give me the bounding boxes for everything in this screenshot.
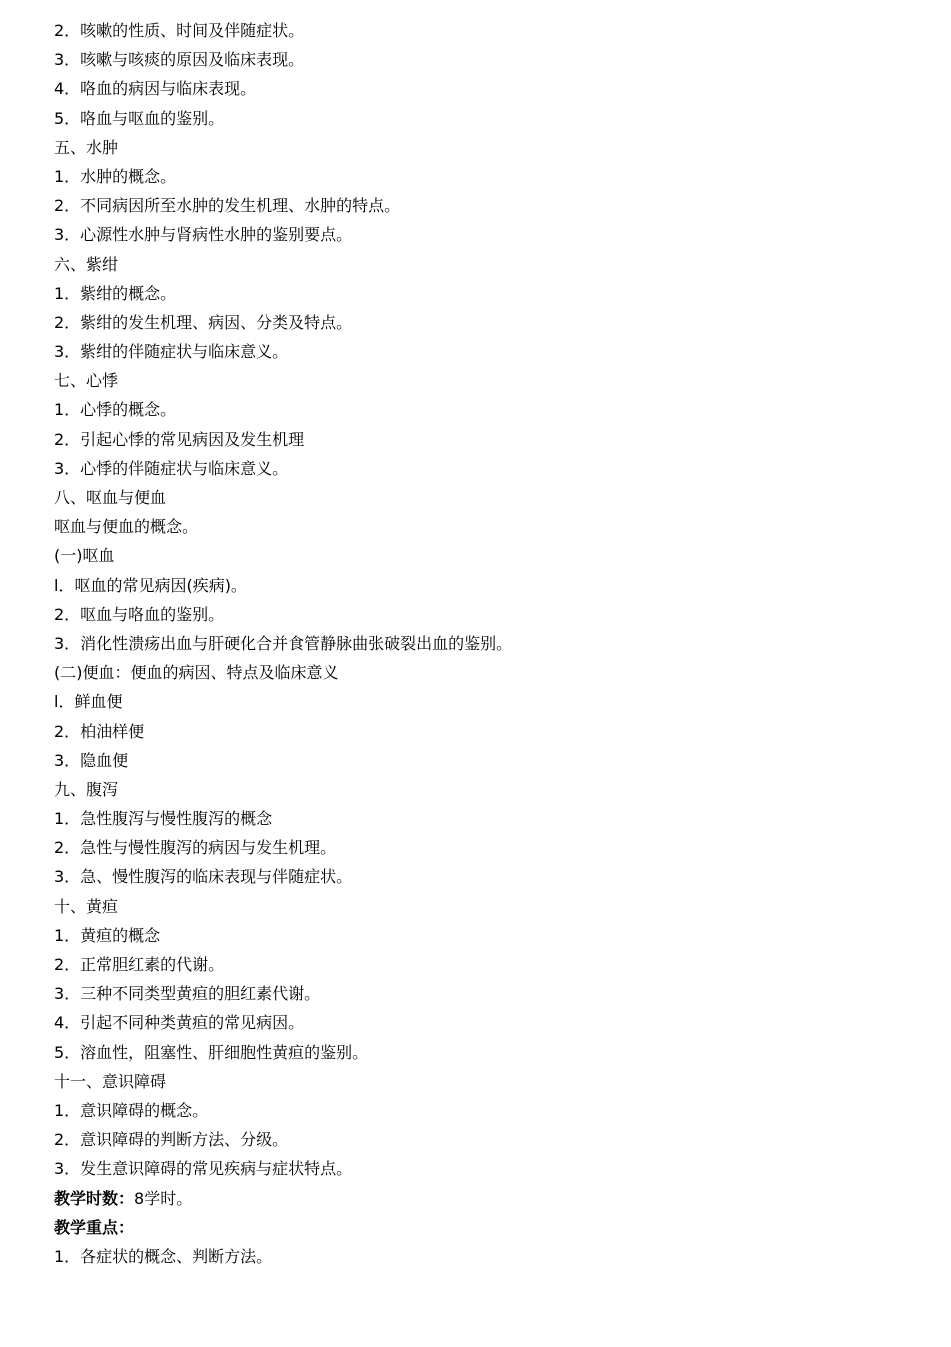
section-heading: 十一、意识障碍 bbox=[54, 1071, 167, 1091]
list-item: 4．咯血的病因与临床表现。 bbox=[54, 79, 257, 99]
list-item: 1．水肿的概念。 bbox=[54, 166, 177, 186]
list-item: 1．心悸的概念。 bbox=[54, 400, 177, 420]
subsection-heading: (一)呕血 bbox=[54, 546, 115, 566]
list-item: 3．心源性水肿与肾病性水肿的鉴别要点。 bbox=[54, 225, 353, 245]
list-item: 1．紫绀的概念。 bbox=[54, 283, 177, 303]
teaching-hours bbox=[54, 1184, 934, 1213]
list-item: 2．咳嗽的性质、时间及伴随症状。 bbox=[54, 21, 305, 40]
list-item: 3．隐血便 bbox=[54, 750, 129, 770]
section-heading: 八、呕血与便血 bbox=[54, 488, 167, 507]
teaching-hours-label: 教学时数： bbox=[54, 1188, 135, 1208]
list-item: 3．急、慢性腹泻的临床表现与伴随症状。 bbox=[54, 867, 353, 887]
section-heading: 十、黄疸 bbox=[54, 896, 119, 916]
list-item: 3．咳嗽与咳痰的原因及临床表现。 bbox=[54, 50, 305, 70]
list-item: l．呕血的常见病因(疾病)。 bbox=[54, 575, 247, 595]
list-item: 5．咯血与呕血的鉴别。 bbox=[54, 108, 225, 128]
list-item: 2．急性与慢性腹泻的病因与发生机理。 bbox=[54, 838, 337, 858]
list-item: 2．柏油样便 bbox=[54, 721, 145, 741]
list-item: 3．心悸的伴随症状与临床意义。 bbox=[54, 458, 289, 478]
list-item: 5．溶血性，阻塞性、肝细胞性黄疸的鉴别。 bbox=[54, 1042, 369, 1062]
list-item: 2．意识障碍的判断方法、分级。 bbox=[54, 1130, 289, 1150]
list-item: 1．急性腹泻与慢性腹泻的概念 bbox=[54, 809, 273, 829]
list-item: 2．紫绀的发生机理、病因、分类及特点。 bbox=[54, 312, 353, 332]
list-item: 4．引起不同种类黄疸的常见病因。 bbox=[54, 1013, 305, 1033]
list-item: 2．不同病因所至水肿的发生机理、水肿的特点。 bbox=[54, 196, 401, 216]
paragraph: 呕血与便血的概念。 bbox=[54, 517, 199, 537]
list-item: 2．呕血与咯血的鉴别。 bbox=[54, 604, 225, 624]
list-item: l．鲜血便 bbox=[54, 692, 123, 712]
list-item: 2．正常胆红素的代谢。 bbox=[54, 955, 225, 974]
list-item: 2．引起心悸的常见病因及发生机理 bbox=[54, 429, 305, 449]
document-page bbox=[54, 16, 934, 1271]
section-heading: 九、腹泻 bbox=[54, 779, 119, 799]
list-item: 3．三种不同类型黄疸的胆红素代谢。 bbox=[54, 984, 321, 1004]
teaching-hours-value: 8学时。 bbox=[134, 1188, 193, 1208]
list-item: 3．消化性溃疡出血与肝硬化合并食管静脉曲张破裂出血的鉴别。 bbox=[54, 633, 513, 653]
section-heading: 五、水肿 bbox=[54, 137, 119, 157]
section-heading: 七、心悸 bbox=[54, 371, 119, 391]
section-heading: 六、紫绀 bbox=[54, 254, 119, 274]
list-item: 1．黄疸的概念 bbox=[54, 925, 161, 945]
list-item: 1．意识障碍的概念。 bbox=[54, 1100, 209, 1120]
teaching-focus-label: 教学重点： bbox=[54, 1217, 135, 1237]
subsection-heading: (二)便血：便血的病因、特点及临床意义 bbox=[54, 663, 339, 683]
list-item: 1．各症状的概念、判断方法。 bbox=[54, 1246, 273, 1266]
list-item: 3．发生意识障碍的常见疾病与症状特点。 bbox=[54, 1159, 353, 1179]
list-item: 3．紫绀的伴随症状与临床意义。 bbox=[54, 342, 289, 362]
